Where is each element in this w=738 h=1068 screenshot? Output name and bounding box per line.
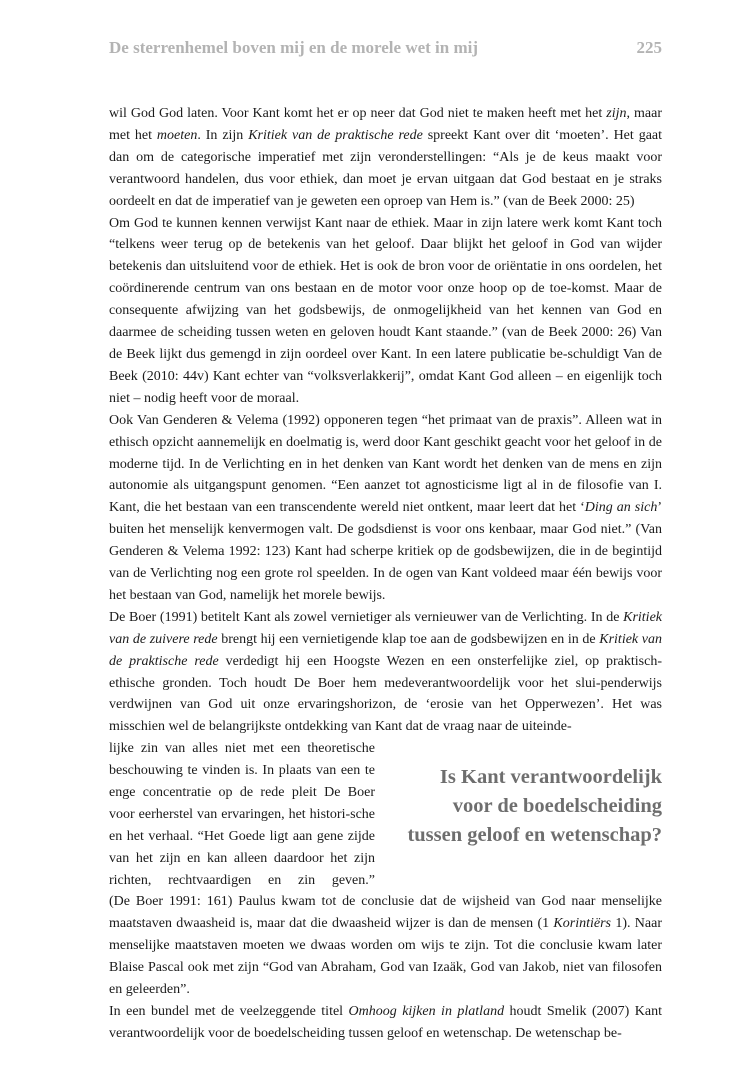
paragraph-4-continued (109, 891, 662, 1001)
paragraph-2: Om God te kunnen kennen verwijst Kant naar de ethiek. Maar in zijn latere werk komt Kant toch “telkens weer terug op de betekenis van het geloof. Daar blijkt het geloof in God van wijder betekenis dan uitsluitend voor de ethiek. Het is ook de bron voor de oriëntatie in ons oordelen, het coördinerende centrum van ons bestaan en de motor voor onze hoop op de toe-komst. Maar de consequente afwijzing van het godsbewijs, de onmogelijkheid van het kennen van God en daarmee de scheiding tussen weten en geloven houdt Kant staande.” (van de Beek 2000: 26) Van de Beek lijkt dus gemengd in zijn oordeel over Kant. In een latere publicatie be-schuldigt Van de Beek (2010: 44v) Kant echter van “volksverlakkerij”, omdat Kant God alleen – en eigenlijk toch niet – nodig heeft voor de moraal. (109, 215, 662, 406)
running-header (109, 38, 662, 64)
text-run: . In zijn (197, 127, 249, 143)
italic-run: Kritiek van de zuivere rede (109, 609, 662, 647)
text-run: houdt Smelik (2007) Kant verantwoordelijk voor de boedelscheiding tussen geloof en wetenschap. De wetenschap be- (109, 1003, 662, 1041)
text-run: (De Boer 1991: 161) Paulus kwam tot de conclusie dat de wijsheid van God naar menselijke maatstaven dwaasheid is, maar dat die dwaasheid wijzer is dan de mensen (1 (109, 894, 662, 932)
body-text (109, 103, 662, 1045)
italic-run: Omhoog kijken in platland (348, 1003, 505, 1019)
text-run: 1). Naar menselijke maatstaven moeten we dwaas worden om wijs te zijn. Tot die conclusie kwam later Blaise Pascal ook met zijn “God van Abraham, God van Izaäk, God van Jakob, niet van filosofen en geleerden”. (109, 916, 662, 997)
paragraph-4-wrapped-column: lijke zin van alles niet met een theoretische beschouwing te vinden is. In plaats van een te enge concentratie op de rede pleit De Boer voor eerherstel van ervaringen, het histori-sche en het verhaal. “Het Goede ligt aan gene zijde van het zijn en kan alleen daardoor het zijn richten, rechtvaardigen en zin geven.” (109, 741, 375, 888)
italic-run: Kritiek van de praktische rede (248, 127, 423, 143)
text-run: , maar met het (109, 106, 662, 143)
pull-quote (372, 763, 662, 850)
running-header-title: De sterrenhemel boven mij en de morele wet in mij (109, 38, 479, 57)
paragraph-3 (109, 410, 662, 607)
page-number: 225 (636, 38, 662, 57)
paragraph-1 (109, 103, 662, 213)
text-run: Ook Van Genderen & Velema (1992) opponeren tegen “het primaat van de praxis”. Alleen wat in ethisch opzicht aannemelijk en doelmatig is, werd door Kant geschikt geacht voor het geloof in de moderne tijd. In de Verlichting en in het denken van Kant wordt het denken van de mens en zijn autonomie als uitgangspunt genomen. “Een aanzet tot agnosticisme ligt al in de filosofie van I. Kant, die het bestaan van een transcendente wereld niet ontkent, maar leert dat het ‘ (109, 412, 662, 516)
paragraph-5 (109, 1001, 662, 1045)
text-run: In een bundel met de veelzeggende titel (109, 1003, 349, 1019)
text-run: brengt hij een vernietigende klap toe aan de godsbewijzen en in de (217, 631, 600, 647)
text-run: ’ buiten het menselijk kenvermogen valt. De godsdienst is voor ons kenbaar, maar God niet.” (Van Genderen & Velema 1992: 123) Kant had scherpe kritiek op de godsbewijzen, die in de begintijd van de Verlichting nog een grote rol speelden. In de ogen van Kant voldeed maar één bewijs voor het bestaan van God, namelijk het morele bewijs. (109, 500, 663, 603)
pull-quote-line: tussen geloof en wetenschap? (407, 824, 662, 847)
pull-quote-line: voor de boedelscheiding (452, 795, 662, 818)
paragraph-4 (109, 607, 662, 738)
italic-run: Kritiek van de praktische rede (109, 631, 662, 669)
pull-quote-line: Is Kant verantwoordelijk (439, 766, 662, 789)
italic-run: moeten (156, 127, 198, 143)
italic-run: Ding an sich (584, 500, 658, 516)
wrap-block (109, 738, 662, 891)
text-run: spreekt Kant over dit ‘moeten’. Het gaat dan om de categorische imperatief met zijn veronderstellingen: “Als je de keus maakt voor verantwoord handelen, dus voor ethiek, dan moet je ervan uitgaan dat God bestaat en je straks oordeelt en dat de imperatief van je geweten een oproep van Hem is.” (van de Beek 2000: 25) (109, 127, 663, 209)
text-run: De Boer (1991) betitelt Kant als zowel vernietiger als vernieuwer van de Verlichting. In de (109, 609, 624, 625)
italic-run: zijn (606, 106, 627, 121)
italic-run: Korintiërs (553, 916, 611, 932)
text-run: wil God God laten. Voor Kant komt het er op neer dat God niet te maken heeft met het (109, 106, 607, 121)
text-run: verdedigt hij een Hoogste Wezen en een onsterfelijke ziel, op praktisch-ethische gronden. Toch houdt De Boer hem medeverantwoordelijk voor het slui-penderwijs verdwijnen van God uit onze ervaringshorizon, de ‘erosie van het Opperwezen’. Het was misschien wel de belangrijkste ontdekking van Kant dat de vraag naar de uiteinde- (109, 653, 662, 735)
